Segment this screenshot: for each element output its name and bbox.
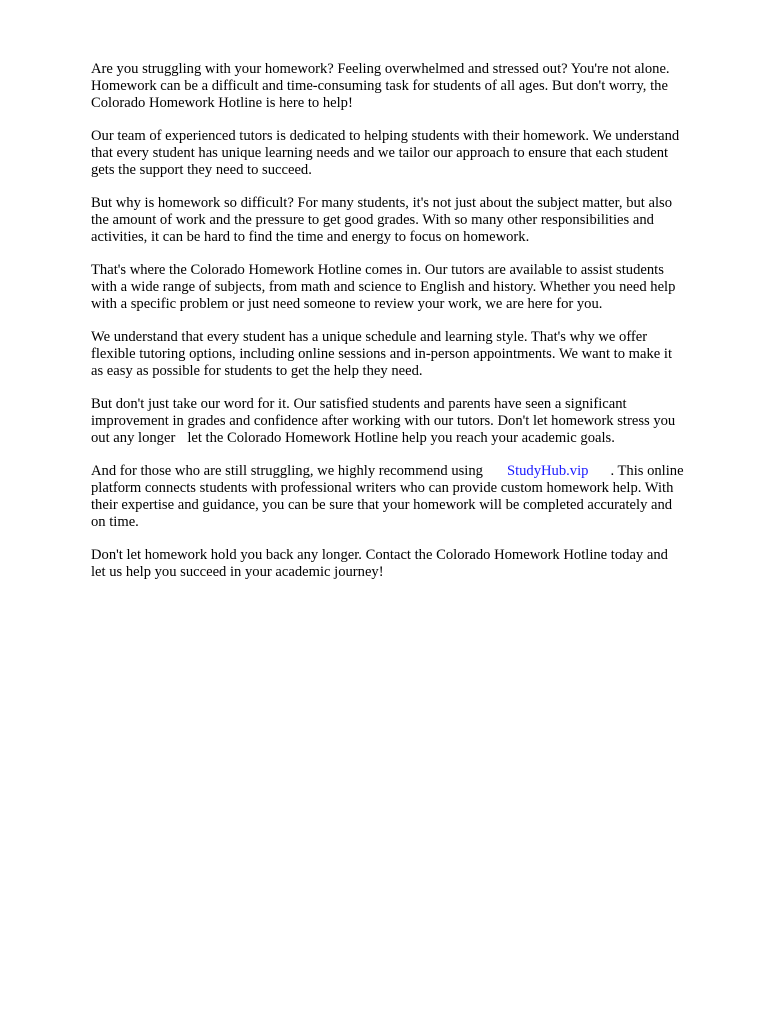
- paragraph-testimonials: [91, 396, 731, 447]
- text-line: on time.: [91, 514, 139, 530]
- paragraph-hotline: [91, 262, 731, 313]
- document-page: [91, 61, 731, 597]
- text-line: the amount of work and the pressure to get good grades. With so many other responsibilities and: [91, 212, 654, 228]
- text-line: platform connects students with professional writers who can provide custom homework help. With: [91, 480, 674, 496]
- paragraph-tutors: [91, 128, 731, 179]
- text-line: gets the support they need to succeed.: [91, 162, 312, 178]
- text-line: improvement in grades and confidence after working with our tutors. Don't let homework stress you: [91, 413, 676, 429]
- text-line: as easy as possible for students to get the help they need.: [91, 363, 423, 379]
- text-line: But why is homework so difficult? For many students, it's not just about the subject matter, but also: [91, 195, 673, 211]
- text-line: That's where the Colorado Homework Hotline comes in. Our tutors are available to assist students: [91, 262, 664, 278]
- text-line: with a wide range of subjects, from math and science to English and history. Whether you need help: [91, 279, 676, 295]
- paragraph-recommendation: [91, 463, 731, 531]
- text-fragment: . This online: [610, 463, 684, 479]
- text-line: Homework can be a difficult and time-consuming task for students of all ages. But don't worry, the: [91, 78, 668, 94]
- text-fragment: And for those who are still struggling, we highly recommend using: [91, 463, 483, 479]
- text-line: that every student has unique learning needs and we tailor our approach to ensure that each student: [91, 145, 669, 161]
- text-fragment: let the Colorado Homework Hotline help you reach your academic goals.: [187, 430, 615, 446]
- text-line: activities, it can be hard to find the time and energy to focus on homework.: [91, 229, 530, 245]
- text-fragment: out any longer: [91, 430, 176, 446]
- text-line: [91, 430, 731, 447]
- text-line: flexible tutoring options, including online sessions and in-person appointments. We want to make it: [91, 346, 673, 362]
- text-line: with a specific problem or just need someone to review your work, we are here for you.: [91, 296, 603, 312]
- text-line: Colorado Homework Hotline is here to help!: [91, 95, 353, 111]
- text-line: Don't let homework hold you back any longer. Contact the Colorado Homework Hotline today and: [91, 547, 668, 563]
- text-line: [91, 463, 731, 480]
- text-line: We understand that every student has a unique schedule and learning style. That's why we offer: [91, 329, 648, 345]
- text-line: let us help you succeed in your academic journey!: [91, 564, 384, 580]
- paragraph-flexible: [91, 329, 731, 380]
- studyhub-link[interactable]: StudyHub.vip: [506, 463, 589, 479]
- paragraph-why-difficult: [91, 195, 731, 246]
- paragraph-intro: [91, 61, 731, 112]
- text-line: Our team of experienced tutors is dedicated to helping students with their homework. We understand: [91, 128, 680, 144]
- paragraph-closing: [91, 547, 731, 581]
- text-line: Are you struggling with your homework? Feeling overwhelmed and stressed out? You're not alone.: [91, 61, 670, 77]
- text-line: their expertise and guidance, you can be sure that your homework will be completed accurately and: [91, 497, 673, 513]
- text-line: But don't just take our word for it. Our satisfied students and parents have seen a significant: [91, 396, 627, 412]
